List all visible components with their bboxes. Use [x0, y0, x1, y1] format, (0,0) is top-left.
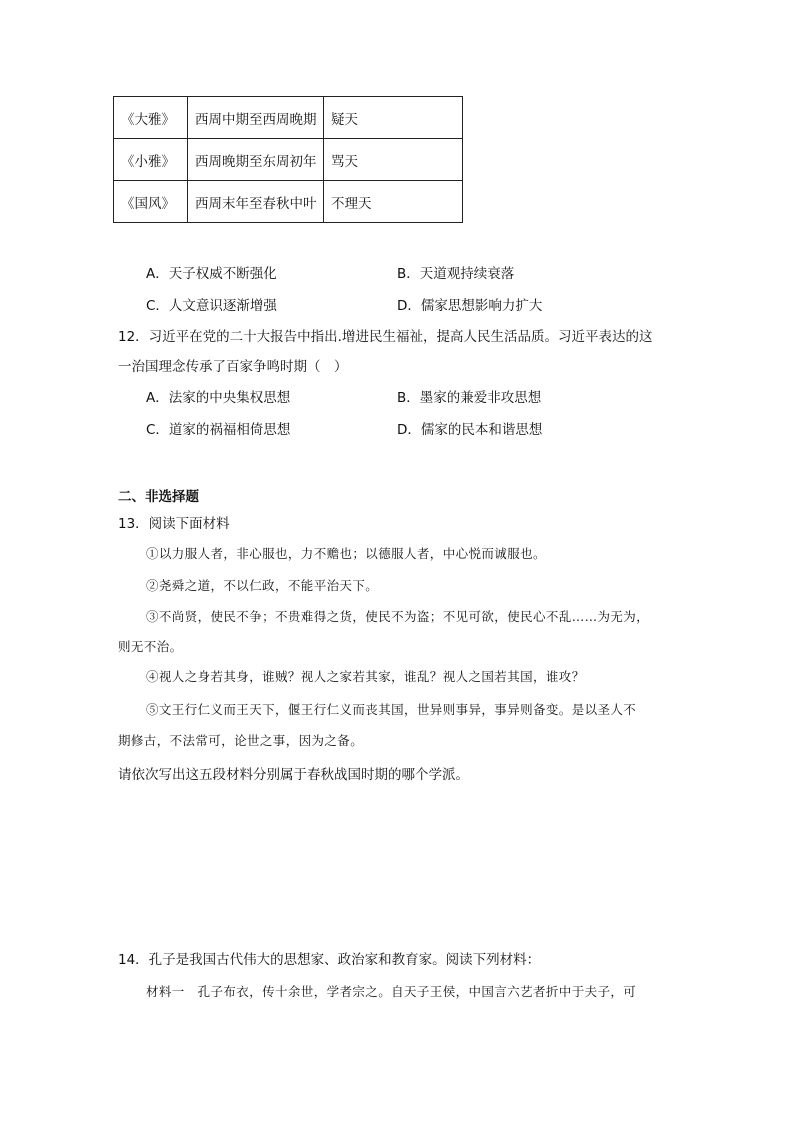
table-cell: 西周晚期至东周初年	[188, 139, 324, 181]
q13-question: 请依次写出这五段材料分别属于春秋战国时期的哪个学派。	[118, 767, 469, 783]
q13-stem: 13．阅读下面材料	[118, 516, 230, 532]
q12-option-d: D．儒家的民本和谐思想	[397, 422, 543, 438]
q12-stem-line1: 12．习近平在党的二十大报告中指出.增进民生福祉，提高人民生活品质。习近平表达的这	[118, 329, 653, 345]
q12-option-a: A．法家的中央集权思想	[146, 390, 291, 406]
q13-material-2: ②尧舜之道，不以仁政，不能平治天下。	[146, 578, 379, 593]
section-title: 二、非选择题	[118, 489, 199, 505]
table-cell: 《大雅》	[114, 97, 188, 139]
q13-material-5-line2: 期修古，不法常可，论世之事，因为之备。	[118, 733, 364, 748]
q11-option-c: C．人文意识逐渐增强	[146, 298, 277, 314]
table-row	[114, 181, 463, 223]
q14-stem: 14．孔子是我国古代伟大的思想家、政治家和教育家。阅读下列材料：	[118, 952, 541, 968]
q11-option-b: B．天道观持续衰落	[397, 266, 515, 282]
q12-option-c: C．道家的祸福相倚思想	[146, 422, 291, 438]
q12-stem-line2: 一治国理念传承了百家争鸣时期（ ）	[118, 359, 348, 375]
table-row	[114, 139, 463, 181]
q13-material-1: ①以力服人者，非心服也，力不赡也；以德服人者，中心悦而诚服也。	[146, 546, 546, 561]
table-cell: 西周末年至春秋中叶	[188, 181, 324, 223]
table-cell: 不理天	[324, 181, 463, 223]
q13-material-3-line2: 则无不治。	[118, 639, 183, 654]
table-cell: 西周中期至西周晚期	[188, 97, 324, 139]
q11-option-a: A．天子权威不断强化	[146, 266, 277, 282]
poem-table	[113, 96, 463, 223]
table-cell: 骂天	[324, 139, 463, 181]
q11-option-d: D．儒家思想影响力扩大	[397, 298, 543, 314]
q13-material-4: ④视人之身若其身，谁贼？视人之家若其家，谁乱？视人之国若其国，谁攻？	[146, 669, 585, 684]
table-cell: 《小雅》	[114, 139, 188, 181]
table-row	[114, 97, 463, 139]
table-cell: 《国风》	[114, 181, 188, 223]
q14-material-1: 材料一 孔子布衣，传十余世，学者宗之。自天子王侯，中国言六艺者折中于夫子，可	[146, 984, 637, 999]
table-cell: 疑天	[324, 97, 463, 139]
q13-material-3-line1: ③不尚贤，使民不争；不贵难得之货，使民不为盗；不见可欲，使民心不乱……为无为，	[146, 609, 650, 624]
q12-option-b: B．墨家的兼爱非攻思想	[397, 390, 542, 406]
q13-material-5-line1: ⑤文王行仁义而王天下，偃王行仁义而丧其国，世异则事异，事异则备变。是以圣人不	[146, 702, 637, 717]
